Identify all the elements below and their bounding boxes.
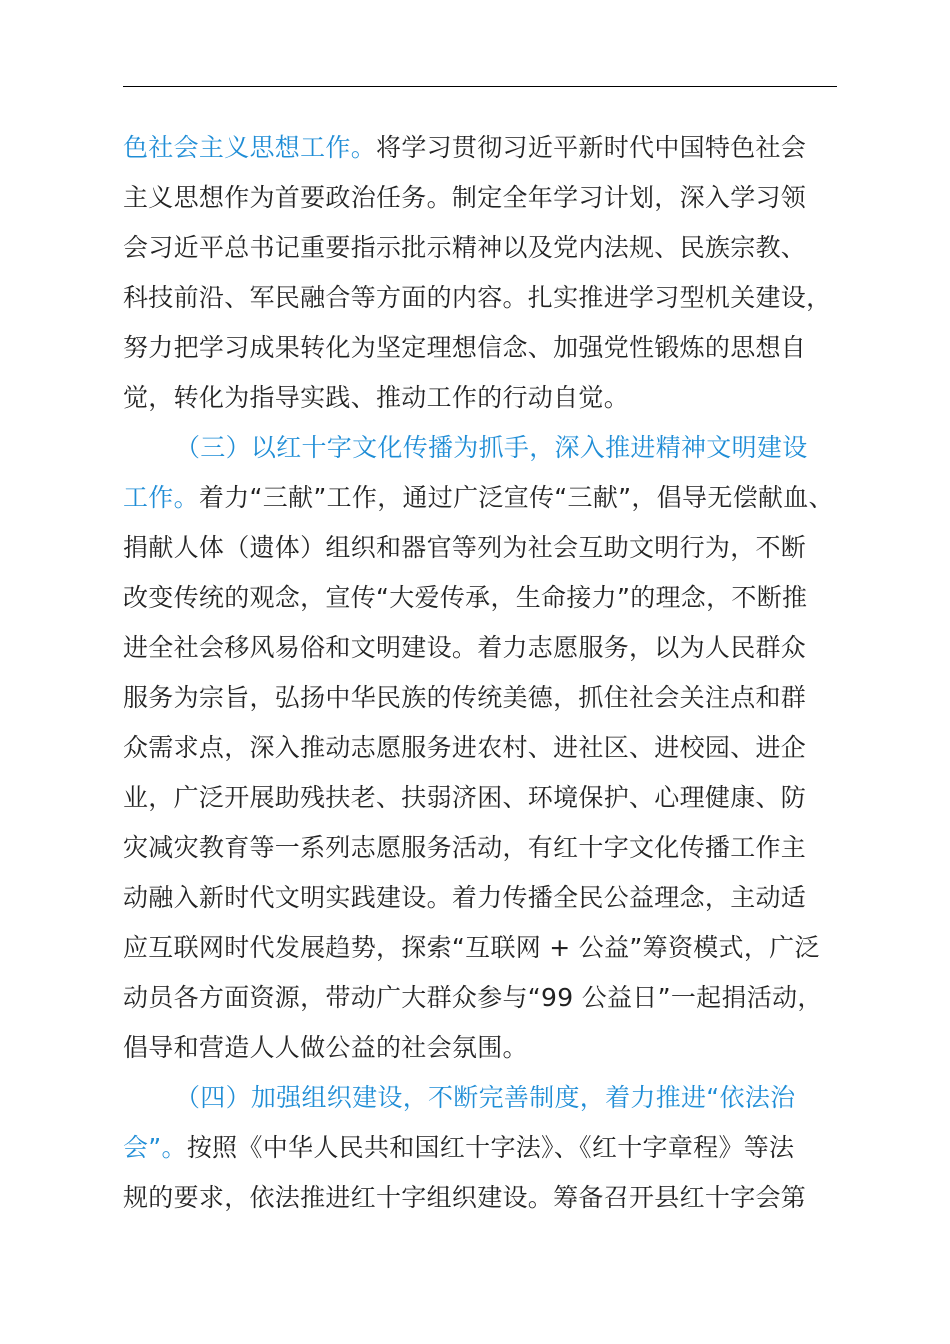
text-line bbox=[123, 823, 863, 873]
text-line bbox=[123, 873, 863, 923]
body-text: 会习近平总书记重要指示批示精神以及党内法规、民族宗教、 bbox=[123, 233, 807, 262]
section-heading-text: 色社会主义思想工作。 bbox=[123, 133, 377, 162]
section-heading-text: （三）以红十字文化传播为抓手，深入推进精神文明建设 bbox=[175, 433, 808, 462]
text-line bbox=[123, 723, 863, 773]
body-text: 规的要求，依法推进红十字组织建设。筹备召开县红十字会第 bbox=[123, 1183, 807, 1212]
text-line bbox=[123, 323, 863, 373]
body-text: 科技前沿、军民融合等方面的内容。扎实推进学习型机关建设， bbox=[123, 283, 832, 312]
body-text: 按照《中华人民共和国红十字法》、《红十字章程》等法 bbox=[186, 1133, 795, 1162]
text-line bbox=[123, 523, 863, 573]
section-heading-text: 会”。 bbox=[123, 1133, 187, 1162]
body-text: 业，广泛开展助残扶老、扶弱济困、环境保护、心理健康、防 bbox=[123, 783, 807, 812]
text-line bbox=[123, 173, 863, 223]
text-line bbox=[123, 973, 863, 1023]
text-line bbox=[123, 623, 863, 673]
document-body bbox=[123, 123, 863, 1223]
body-text: 主义思想作为首要政治任务。制定全年学习计划，深入学习领 bbox=[123, 183, 807, 212]
text-line bbox=[123, 923, 863, 973]
body-text: 动融入新时代文明实践建设。着力传播全民公益理念，主动适 bbox=[123, 883, 807, 912]
text-line bbox=[123, 1173, 863, 1223]
body-text: 进全社会移风易俗和文明建设。着力志愿服务，以为人民群众 bbox=[123, 633, 807, 662]
body-text: 改变传统的观念，宣传“大爱传承，生命接力”的理念，不断推 bbox=[123, 583, 808, 612]
body-text: 觉，转化为指导实践、推动工作的行动自觉。 bbox=[123, 383, 630, 412]
header-rule bbox=[123, 86, 837, 87]
section-heading-text: （四）加强组织建设，不断完善制度，着力推进“依法治 bbox=[175, 1083, 796, 1112]
text-line bbox=[123, 423, 863, 473]
text-line bbox=[123, 273, 863, 323]
body-text: 灾减灾教育等一系列志愿服务活动，有红十字文化传播工作主 bbox=[123, 833, 807, 862]
body-text: 着力“三献”工作，通过广泛宣传“三献”，倡导无偿献血、 bbox=[198, 483, 834, 512]
section-heading-text: 工作。 bbox=[123, 483, 199, 512]
text-line bbox=[123, 473, 863, 523]
text-line bbox=[123, 373, 863, 423]
text-line bbox=[123, 123, 863, 173]
body-text: 捐献人体（遗体）组织和器官等列为社会互助文明行为，不断 bbox=[123, 533, 807, 562]
body-text: 动员各方面资源，带动广大群众参与“99 公益日”一起捐活动， bbox=[123, 983, 823, 1012]
body-text: 努力把学习成果转化为坚定理想信念、加强党性锻炼的思想自 bbox=[123, 333, 807, 362]
body-text: 服务为宗旨，弘扬中华民族的传统美德，抓住社会关注点和群 bbox=[123, 683, 807, 712]
body-text: 倡导和营造人人做公益的社会氛围。 bbox=[123, 1033, 528, 1062]
text-line bbox=[123, 223, 863, 273]
body-text: 将学习贯彻习近平新时代中国特色社会 bbox=[376, 133, 807, 162]
text-line bbox=[123, 1123, 863, 1173]
text-line bbox=[123, 573, 863, 623]
text-line bbox=[123, 1073, 863, 1123]
body-text: 应互联网时代发展趋势，探索“互联网 + 公益”筹资模式，广泛 bbox=[123, 933, 820, 962]
text-line bbox=[123, 1023, 863, 1073]
text-line bbox=[123, 773, 863, 823]
body-text: 众需求点，深入推动志愿服务进农村、进社区、进校园、进企 bbox=[123, 733, 807, 762]
text-line bbox=[123, 673, 863, 723]
